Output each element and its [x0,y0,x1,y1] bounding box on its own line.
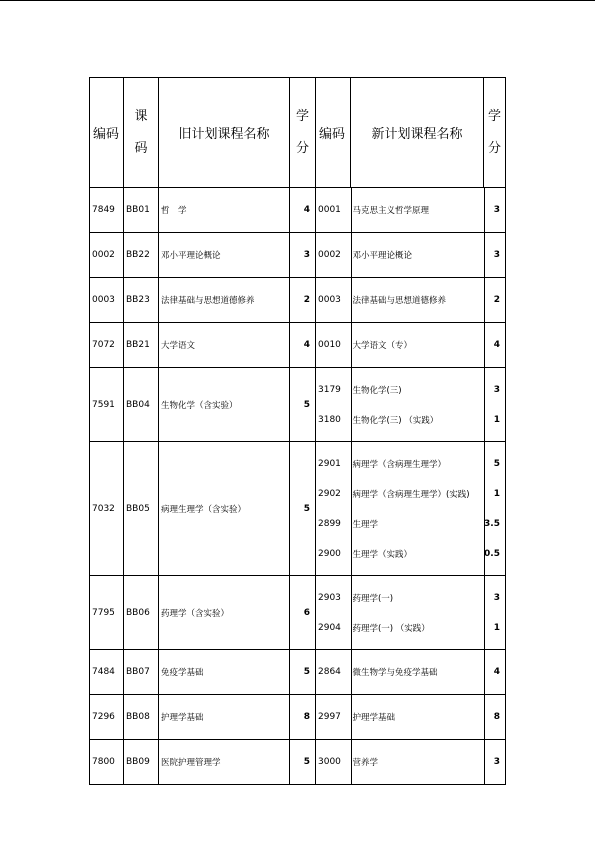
new-name: 护理学基础 [352,713,395,723]
course-code-cell: BB04 [124,368,159,442]
old-credit-cell: 5 [290,650,316,695]
course-code-cell: BB22 [124,233,159,278]
new-credit: 3 [493,205,500,215]
header-row [90,78,506,188]
new-code: 3180 [318,414,341,425]
new-course-entry [316,747,505,777]
new-course-entry [316,375,505,405]
course-code-cell: BB08 [124,695,159,740]
new-credit: 3.5 [484,518,500,529]
new-course-entry [316,702,505,732]
new-course-entry [316,240,505,270]
old-credit-cell: 5 [290,740,316,785]
new-name: 马克思主义哲学原理 [352,206,429,216]
old-credit-cell: 2 [290,278,316,323]
table-row [90,576,506,650]
new-code: 2899 [318,518,341,529]
new-code: 3000 [318,757,341,767]
header-credit: 学 分 [290,78,316,188]
new-code: 2903 [318,592,341,603]
table-row [90,188,506,233]
new-course-entry [316,195,505,225]
table-row [90,695,506,740]
new-course-entry [316,657,505,687]
old-code-cell: 7849 [90,188,124,233]
new-name: 大学语文（专） [352,341,412,351]
new-name: 病理学（含病理生理学） [352,459,446,470]
header-new-course-name: 新计划课程名称 [351,78,484,188]
new-credit: 0.5 [484,548,500,559]
new-code: 0001 [318,205,341,215]
new-credit: 3 [493,757,500,767]
new-courses-cell [316,740,506,785]
course-code-cell: BB21 [124,323,159,368]
old-code-cell: 0002 [90,233,124,278]
old-code-cell: 0003 [90,278,124,323]
new-credit: 1 [493,488,500,499]
old-credit-cell: 5 [290,368,316,442]
new-name: 营养学 [352,758,378,768]
table-row [90,442,506,576]
new-name: 邓小平理论概论 [352,251,412,261]
old-name-cell: 哲 学 [159,188,290,233]
old-name-cell: 生物化学（含实验） [159,368,290,442]
new-code: 2901 [318,458,341,469]
new-code: 2902 [318,488,341,499]
new-name: 药理学(一) [352,593,394,604]
new-code: 0010 [318,340,341,350]
new-code: 2904 [318,622,341,633]
old-code-cell: 7032 [90,442,124,576]
course-code-cell: BB05 [124,442,159,576]
new-credit: 5 [493,458,500,469]
old-code-cell: 7800 [90,740,124,785]
new-course-entry [316,449,505,479]
old-name-cell: 护理学基础 [159,695,290,740]
old-name-cell: 免疫学基础 [159,650,290,695]
header-code: 编码 [90,78,124,188]
new-code: 0003 [318,295,341,305]
new-credit: 8 [493,712,500,722]
new-course-entry [316,583,505,613]
new-courses-cell [316,323,506,368]
new-name: 微生物学与免疫学基础 [352,668,438,678]
old-code-cell: 7591 [90,368,124,442]
course-code-cell: BB07 [124,650,159,695]
header-new-code: 编码 [316,78,351,188]
new-credit: 4 [493,340,500,350]
course-code-cell: BB23 [124,278,159,323]
new-courses-cell [316,233,506,278]
old-code-cell: 7072 [90,323,124,368]
new-courses-cell [316,278,506,323]
course-mapping-table [89,77,506,785]
new-course-entry [316,509,505,539]
new-courses-cell [316,650,506,695]
new-credit: 3 [493,592,500,603]
old-name-cell: 法律基础与思想道德修养 [159,278,290,323]
old-credit-cell: 4 [290,188,316,233]
header-new-credit: 学 分 [484,78,506,188]
table-row [90,650,506,695]
header-course-code: 课 码 [124,78,159,188]
new-credit: 4 [493,667,500,677]
new-courses-cell [316,695,506,740]
new-course-entry [316,613,505,643]
new-name: 病理学（含病理生理学）(实践) [352,489,470,500]
old-credit-cell: 6 [290,576,316,650]
old-code-cell: 7484 [90,650,124,695]
new-courses-cell [316,368,506,442]
new-name: 生物化学(三) [352,385,402,396]
course-code-cell: BB09 [124,740,159,785]
old-credit-cell: 5 [290,442,316,576]
new-credit: 1 [493,622,500,633]
new-credit: 2 [493,295,500,305]
old-credit-cell: 8 [290,695,316,740]
new-name: 生理学（实践） [352,549,412,560]
new-course-entry [316,330,505,360]
old-name-cell: 邓小平理论概论 [159,233,290,278]
header-old-course-name: 旧计划课程名称 [159,78,290,188]
new-credit: 3 [493,384,500,395]
new-credit: 3 [493,250,500,260]
table-row [90,740,506,785]
table-row [90,278,506,323]
new-course-entry [316,479,505,509]
old-credit-cell: 4 [290,323,316,368]
old-name-cell: 药理学（含实验） [159,576,290,650]
new-course-entry [316,539,505,569]
new-credit: 1 [493,414,500,425]
table-row [90,368,506,442]
old-code-cell: 7795 [90,576,124,650]
new-name: 药理学(一) （实践） [352,623,430,634]
new-courses-cell [316,442,506,576]
new-name: 法律基础与思想道德修养 [352,296,446,306]
new-course-entry [316,405,505,435]
new-code: 2997 [318,712,341,722]
page-top-rule [0,0,595,1]
old-code-cell: 7296 [90,695,124,740]
old-name-cell: 医院护理管理学 [159,740,290,785]
new-code: 2864 [318,667,341,677]
old-name-cell: 大学语文 [159,323,290,368]
table-row [90,323,506,368]
old-credit-cell: 3 [290,233,316,278]
new-name: 生物化学(三) （实践） [352,415,439,426]
new-code: 0002 [318,250,341,260]
new-courses-cell [316,576,506,650]
new-name: 生理学 [352,519,378,530]
course-code-cell: BB06 [124,576,159,650]
new-code: 3179 [318,384,341,395]
new-code: 2900 [318,548,341,559]
new-courses-cell [316,188,506,233]
course-code-cell: BB01 [124,188,159,233]
old-name-cell: 病理生理学（含实验） [159,442,290,576]
new-course-entry [316,285,505,315]
table-row [90,233,506,278]
